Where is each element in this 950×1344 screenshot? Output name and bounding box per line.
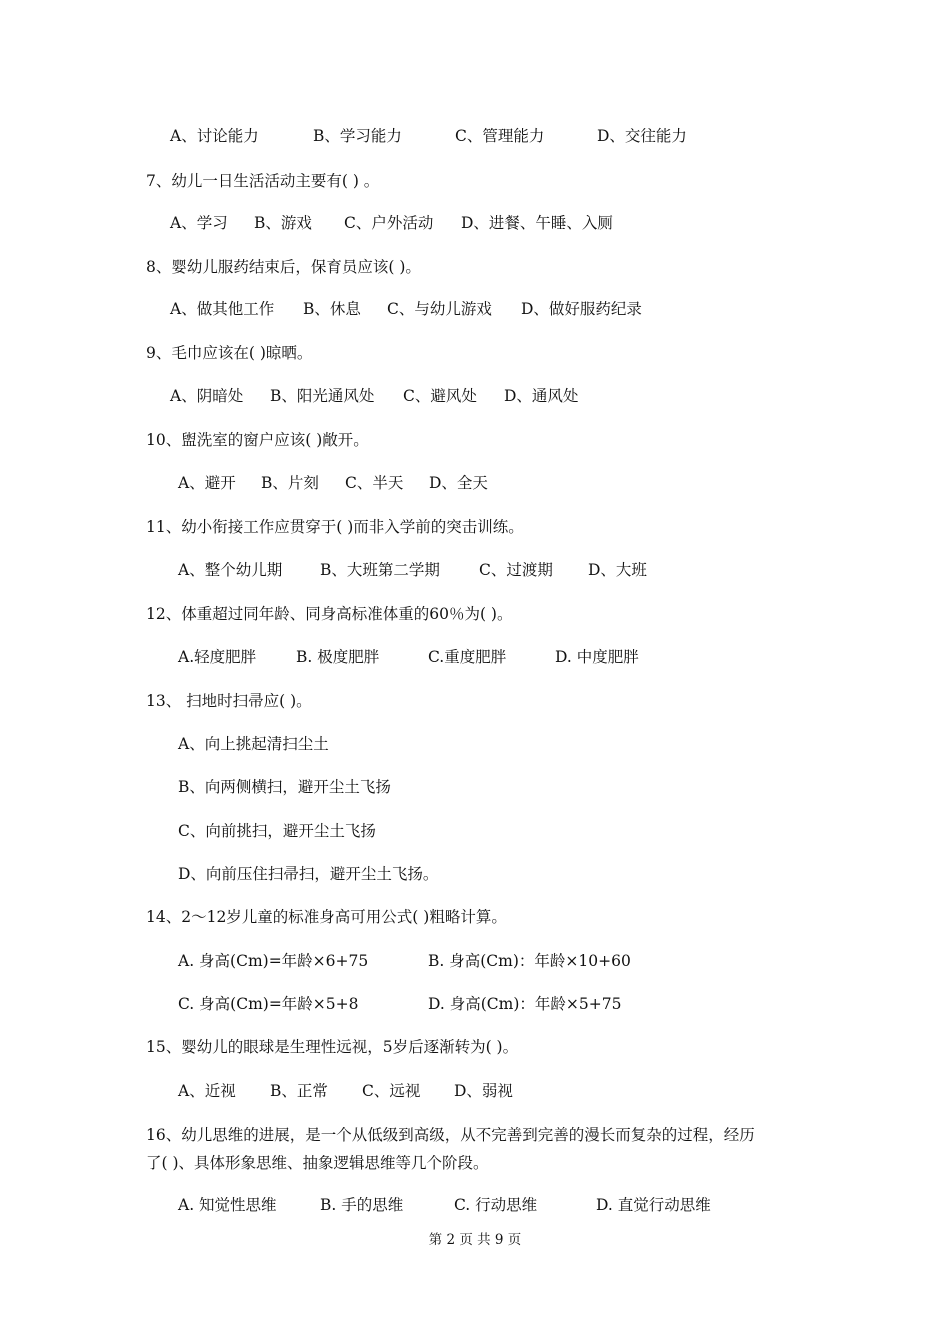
q6-option-c: C、管理能力 bbox=[455, 127, 545, 145]
q13-stem: 13、 扫地时扫帚应( )。 bbox=[146, 692, 312, 710]
q10-option-c: C、半天 bbox=[345, 474, 404, 492]
q8-option-b: B、休息 bbox=[303, 300, 361, 318]
q13-option-d: D、向前压住扫帚扫，避开尘土飞扬。 bbox=[178, 865, 439, 883]
q8-option-d: D、做好服药纪录 bbox=[521, 300, 642, 318]
q15-option-c: C、远视 bbox=[362, 1082, 421, 1100]
q12-option-c: C.重度肥胖 bbox=[428, 648, 507, 666]
q16-option-c: C. 行动思维 bbox=[454, 1196, 538, 1214]
q7-option-c: C、户外活动 bbox=[344, 214, 434, 232]
q6-option-d: D、交往能力 bbox=[597, 127, 687, 145]
q11-option-c: C、过渡期 bbox=[479, 561, 553, 579]
q9-stem: 9、毛巾应该在( )晾晒。 bbox=[146, 344, 313, 362]
q11-stem: 11、幼小衔接工作应贯穿于( )而非入学前的突击训练。 bbox=[146, 518, 524, 536]
q8-stem: 8、婴幼儿服药结束后，保育员应该( )。 bbox=[146, 258, 421, 276]
q13-option-c: C、向前挑扫，避开尘土飞扬 bbox=[178, 822, 376, 840]
q8-option-c: C、与幼儿游戏 bbox=[387, 300, 492, 318]
q10-option-b: B、片刻 bbox=[261, 474, 319, 492]
q15-option-b: B、正常 bbox=[270, 1082, 328, 1100]
q13-option-b: B、向两侧横扫，避开尘土飞扬 bbox=[178, 778, 391, 796]
q15-option-d: D、弱视 bbox=[454, 1082, 513, 1100]
q7-stem: 7、幼儿一日生活活动主要有( ) 。 bbox=[146, 172, 380, 190]
q6-option-a: A、讨论能力 bbox=[170, 127, 259, 145]
q14-option-c: C. 身高(Cm)=年龄×5+8 bbox=[178, 995, 359, 1013]
q7-option-d: D、进餐、午睡、入厕 bbox=[461, 214, 613, 232]
q15-stem: 15、婴幼儿的眼球是生理性远视，5岁后逐渐转为( )。 bbox=[146, 1038, 519, 1056]
q16-stem-line2: 了( )、具体形象思维、抽象逻辑思维等几个阶段。 bbox=[146, 1154, 489, 1172]
q8-option-a: A、做其他工作 bbox=[170, 300, 275, 318]
q10-stem: 10、盥洗室的窗户应该( )敞开。 bbox=[146, 431, 369, 449]
q12-option-d: D. 中度肥胖 bbox=[555, 648, 639, 666]
q16-stem-line1: 16、幼儿思维的进展，是一个从低级到高级，从不完善到完善的漫长而复杂的过程，经历 bbox=[146, 1126, 755, 1144]
q14-option-a: A. 身高(Cm)=年龄×6+75 bbox=[178, 952, 369, 970]
q9-option-c: C、避风处 bbox=[403, 387, 477, 405]
q9-option-a: A、阴暗处 bbox=[170, 387, 244, 405]
q16-option-b: B. 手的思维 bbox=[320, 1196, 404, 1214]
q16-option-a: A. 知觉性思维 bbox=[178, 1196, 277, 1214]
q10-option-d: D、全天 bbox=[429, 474, 488, 492]
q14-option-d: D. 身高(Cm)：年龄×5+75 bbox=[428, 995, 622, 1013]
q11-option-b: B、大班第二学期 bbox=[320, 561, 440, 579]
q15-option-a: A、近视 bbox=[178, 1082, 236, 1100]
q12-option-b: B. 极度肥胖 bbox=[296, 648, 380, 666]
q12-option-a: A.轻度肥胖 bbox=[178, 648, 257, 666]
q7-option-a: A、学习 bbox=[170, 214, 228, 232]
q9-option-b: B、阳光通风处 bbox=[270, 387, 375, 405]
q11-option-a: A、整个幼儿期 bbox=[178, 561, 283, 579]
q13-option-a: A、向上挑起清扫尘土 bbox=[178, 735, 329, 753]
page-footer: 第 2 页 共 9 页 bbox=[428, 1232, 522, 1248]
q6-option-b: B、学习能力 bbox=[313, 127, 402, 145]
q11-option-d: D、大班 bbox=[588, 561, 647, 579]
q12-stem: 12、体重超过同年龄、同身高标准体重的60％为( )。 bbox=[146, 605, 513, 623]
q9-option-d: D、通风处 bbox=[504, 387, 579, 405]
q14-stem: 14、2～12岁儿童的标准身高可用公式( )粗略计算。 bbox=[146, 908, 507, 926]
q10-option-a: A、避开 bbox=[178, 474, 236, 492]
q14-option-b: B. 身高(Cm)：年龄×10+60 bbox=[428, 952, 631, 970]
q7-option-b: B、游戏 bbox=[254, 214, 312, 232]
q16-option-d: D. 直觉行动思维 bbox=[596, 1196, 711, 1214]
